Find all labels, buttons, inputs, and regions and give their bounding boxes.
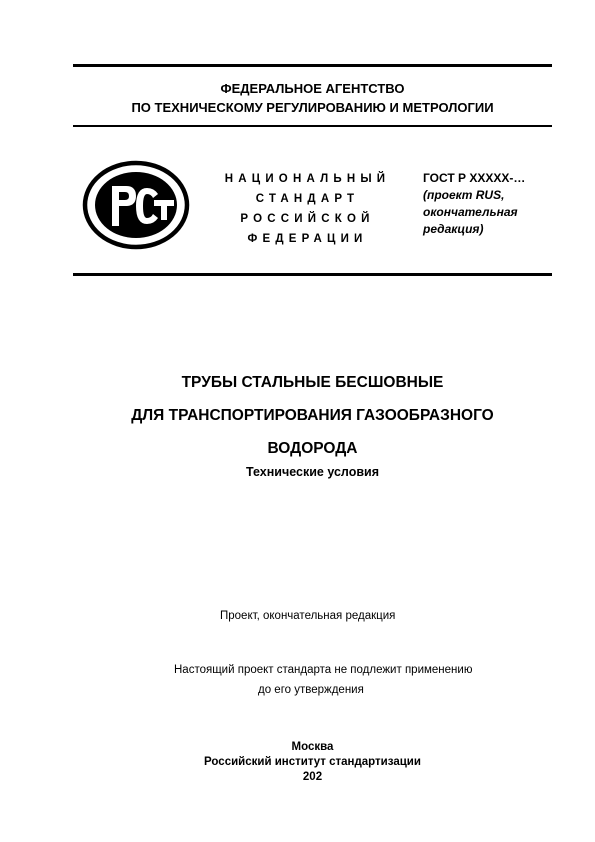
- publication-info: [73, 740, 552, 785]
- publisher-name: Российский институт стандартизации: [204, 756, 421, 768]
- header-rule: [73, 125, 552, 127]
- notice-line-2: до его утверждения: [258, 684, 364, 696]
- title-line-3: ВОДОРОДА: [267, 440, 358, 457]
- publication-year: 202: [302, 771, 323, 783]
- document-subtitle: Технические условия: [245, 465, 379, 479]
- standard-block-rule: [73, 273, 552, 276]
- publication-city: Москва: [291, 741, 334, 753]
- agency-line-1: ФЕДЕРАЛЬНОЕ АГЕНТСТВО: [220, 81, 405, 96]
- gost-note-line-3: редакция): [423, 222, 484, 236]
- draft-status: Проект, окончательная редакция: [220, 610, 396, 622]
- gost-designation: [423, 170, 563, 238]
- gost-note-line-2: окончательная: [423, 205, 518, 219]
- national-line-2: СТАНДАРТ: [255, 193, 360, 205]
- gost-note-line-1: (проект RUS,: [423, 188, 505, 202]
- agency-line-2: ПО ТЕХНИЧЕСКОМУ РЕГУЛИРОВАНИЮ И МЕТРОЛОГИИ: [131, 100, 494, 115]
- title-line-1: ТРУБЫ СТАЛЬНЫЕ БЕСШОВНЫЕ: [181, 374, 444, 391]
- national-line-1: НАЦИОНАЛЬНЫЙ: [224, 173, 391, 185]
- agency-name: [73, 79, 552, 117]
- rst-logo-icon: [82, 160, 190, 250]
- notice-line-1: Настоящий проект стандарта не подлежит применению: [174, 664, 473, 676]
- national-standard-label: [205, 169, 410, 249]
- document-title: [73, 366, 552, 465]
- rst-logo: [82, 160, 190, 250]
- top-rule: [73, 64, 552, 67]
- gost-number: ГОСТ Р XXXXX-…: [423, 171, 526, 185]
- title-line-2: ДЛЯ ТРАНСПОРТИРОВАНИЯ ГАЗООБРАЗНОГО: [131, 407, 494, 424]
- national-line-3: РОССИЙСКОЙ: [240, 213, 375, 225]
- national-line-4: ФЕДЕРАЦИИ: [247, 233, 368, 245]
